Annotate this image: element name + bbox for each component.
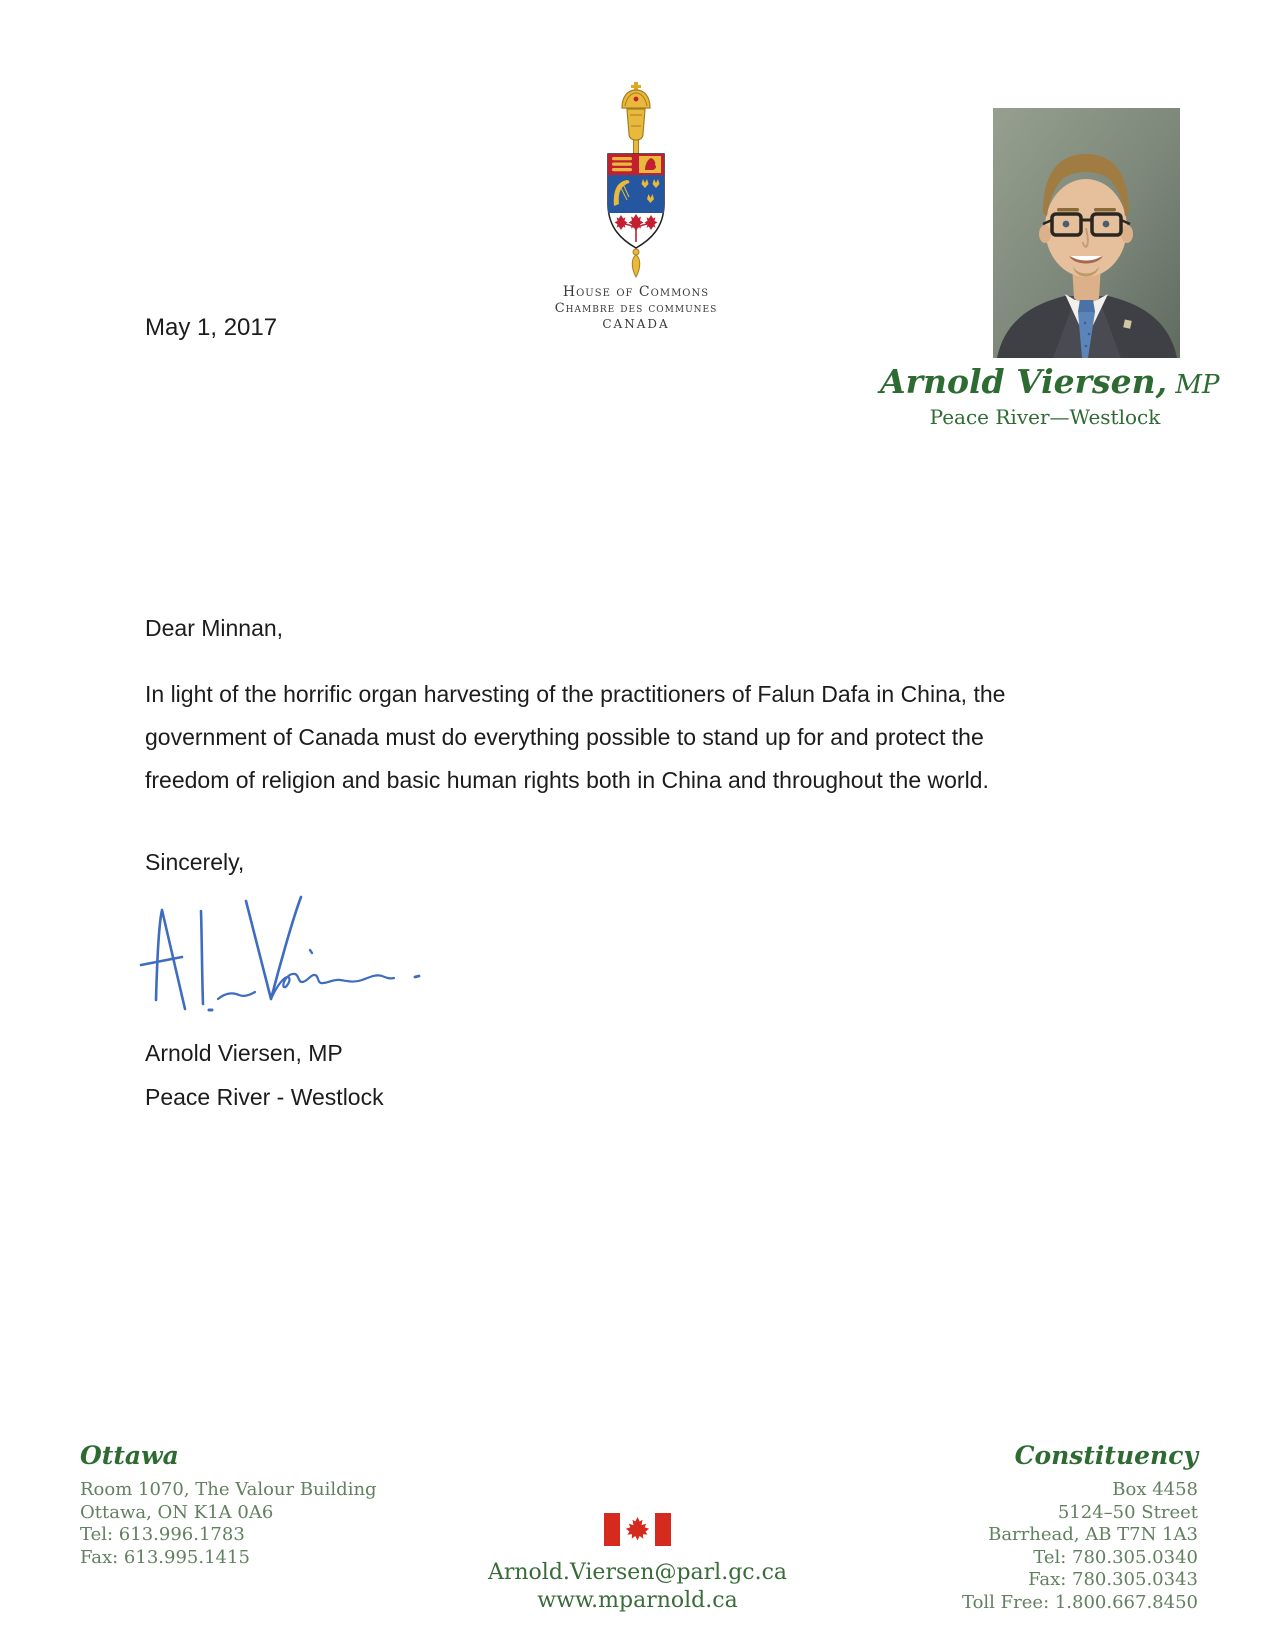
signature <box>138 878 438 1023</box>
body-line: In light of the horrific organ harvesting of the practitioners of Falun Dafa in China, the <box>145 681 1006 707</box>
mp-riding: Peace River—Westlock <box>929 405 1161 429</box>
ottawa-address-line: Room 1070, The Valour Building <box>80 1479 377 1500</box>
body-line: government of Canada must do everything possible to stand up for and protect the <box>145 724 984 750</box>
signer-name: Arnold Viersen, MP <box>145 1040 343 1066</box>
crest-country: CANADA <box>602 317 670 331</box>
crest-org-english: House of Commons <box>562 284 710 300</box>
ottawa-heading: Ottawa <box>80 1441 179 1470</box>
constituency-office-block <box>962 1441 1198 1614</box>
mp-name-suffix: MP <box>1167 370 1220 400</box>
constituency-phone: Tel: 780.305.0340 <box>1033 1546 1198 1568</box>
closing: Sincerely, <box>145 849 245 875</box>
crest-org-french: Chambre des communes <box>554 301 718 316</box>
ottawa-office-block <box>80 1441 377 1569</box>
footer-center-block <box>455 1513 820 1613</box>
canada-flag-icon <box>604 1513 671 1546</box>
house-of-commons-crest <box>505 82 767 331</box>
constituency-address-line: Box 4458 <box>1112 1479 1198 1500</box>
constituency-address-line: 5124–50 Street <box>1057 1501 1198 1523</box>
body-line: freedom of religion and basic human rights both in China and throughout the world. <box>145 767 989 793</box>
mp-name <box>880 362 1220 401</box>
mp-portrait-photo <box>993 108 1180 358</box>
constituency-tollfree: Toll Free: 1.800.667.8450 <box>961 1591 1198 1613</box>
signer-riding: Peace River - Westlock <box>145 1084 384 1110</box>
mp-name-text: Arnold Viersen, <box>880 362 1168 401</box>
constituency-address-line: Barrhead, AB T7N 1A3 <box>988 1524 1198 1545</box>
constituency-fax: Fax: 780.305.0343 <box>1028 1569 1198 1590</box>
ottawa-phone: Tel: 613.996.1783 <box>80 1524 245 1545</box>
ottawa-address-line: Ottawa, ON K1A 0A6 <box>80 1501 274 1523</box>
letter-date: May 1, 2017 <box>145 314 278 341</box>
ottawa-fax: Fax: 613.995.1415 <box>80 1546 250 1568</box>
signer-block <box>145 1031 384 1119</box>
letter-body <box>145 673 1055 802</box>
portrait-illustration <box>993 108 1180 358</box>
signature-ink <box>138 878 438 1018</box>
constituency-heading: Constituency <box>1014 1441 1198 1470</box>
email-address: Arnold.Viersen@parl.gc.ca <box>487 1560 788 1585</box>
mace-and-shield-icon <box>600 82 672 278</box>
website-url: www.mparnold.ca <box>537 1588 738 1613</box>
salutation: Dear Minnan, <box>145 615 284 641</box>
